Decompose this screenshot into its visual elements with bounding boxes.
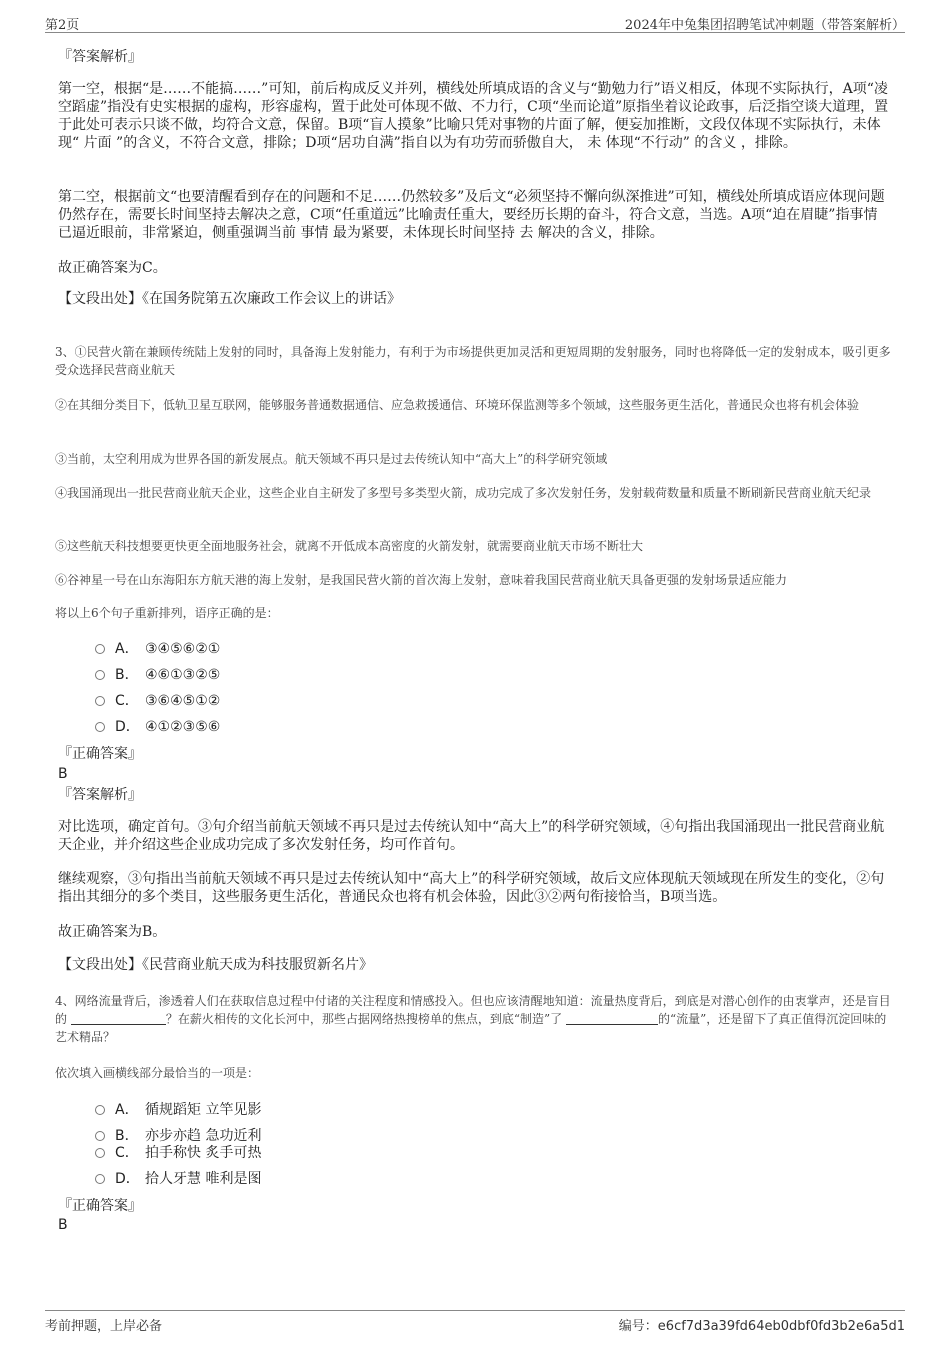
q3-source-citation: 【文段出处】《民营商业航天成为科技服贸新名片》	[58, 957, 373, 973]
analysis-label: 『答案解析』	[58, 49, 142, 65]
q3-option-b[interactable]: B． ④⑥①③②⑤	[95, 666, 220, 684]
q3-answer: B	[58, 766, 68, 782]
q3-conclusion: 故正确答案为B。	[58, 924, 167, 940]
document-title: 2024年中兔集团招聘笔试冲刺题（带答案解析）	[624, 18, 905, 33]
q3-sentence-1: 3、①民营火箭在兼顾传统陆上发射的同时，具备海上发射能力，有利于为市场提供更加灵活和更短周期的发射服务，同时也将降低一定的发射成本，吸引更多受众选择民营商业航天	[55, 345, 891, 377]
source-citation: 【文段出处】《在国务院第五次廉政工作会议上的讲话》	[58, 291, 401, 307]
q4-stem: 4、网络流量背后，渗透着人们在获取信息过程中付诸的关注程度和情感投入。但也应该清醒地知道：流量热度背后，到底是对潜心创作的由衷掌声，还是盲目的 ？在薪火相传的文化长河中，那些占据网络热搜榜单的焦点，到底“制造”了 的“流量”，还是留下了真正值得沉淀回味的艺术精品？	[55, 994, 891, 1044]
q3-sentence-2: ②在其细分类目下，低轨卫星互联网，能够服务普通数据通信、应急救援通信、环境环保监测等多个领域，这些服务更生活化，普通民众也将有机会体验	[55, 398, 860, 412]
radio-icon[interactable]	[95, 644, 105, 654]
q3-prompt: 将以上6个句子重新排列，语序正确的是：	[55, 606, 279, 620]
q3-sentence-4: ④我国涌现出一批民营商业航天企业，这些企业自主研发了多型号多类型火箭，成功完成了多次发射任务，发射载荷数量和质量不断刷新民营商业航天纪录	[55, 486, 872, 500]
q3-sentence-5: ⑤这些航天科技想要更快更全面地服务社会，就离不开低成本高密度的火箭发射，就需要商业航天市场不断壮大	[55, 539, 644, 553]
q4-option-a[interactable]: A． 循规蹈矩 立竿见影	[95, 1101, 261, 1119]
q3-option-c[interactable]: C． ③⑥④⑤①②	[95, 692, 220, 710]
q4-answer: B	[58, 1217, 68, 1233]
page-number: 第2页	[45, 18, 80, 33]
answer-blank-1	[71, 1012, 166, 1025]
q3-sentence-6: ⑥谷神星一号在山东海阳东方航天港的海上发射，是我国民营火箭的首次海上发射，意味着我国民营商业航天具备更强的发射场景适应能力	[55, 573, 788, 587]
q4-option-c[interactable]: C． 拍手称快 炙手可热	[95, 1144, 261, 1162]
q3-answer-label: 『正确答案』	[58, 746, 142, 762]
page-footer	[45, 1310, 905, 1335]
q4-prompt: 依次填入画横线部分最恰当的一项是：	[55, 1066, 260, 1080]
q4-answer-label: 『正确答案』	[58, 1198, 142, 1214]
q3-analysis-label: 『答案解析』	[58, 787, 142, 803]
q4-option-d[interactable]: D． 拾人牙慧 唯利是图	[95, 1170, 261, 1188]
document-code: 编号：e6cf7d3a39fd64eb0dbf0fd3b2e6a5d1	[618, 1319, 905, 1334]
page-header	[45, 12, 905, 33]
radio-icon[interactable]	[95, 670, 105, 680]
radio-icon[interactable]	[95, 1174, 105, 1184]
q3-analysis-1: 对比选项，确定首句。③句介绍当前航天领域不再只是过去传统认知中“高大上”的科学研究领域，④句指出我国涌现出一批民营商业航天企业，并介绍这些企业成功完成了多次发射任务，均可作首句。	[58, 819, 885, 853]
q4-option-b[interactable]: B． 亦步亦趋 急功近利	[95, 1127, 261, 1145]
radio-icon[interactable]	[95, 696, 105, 706]
answer-blank-2	[566, 1012, 658, 1025]
radio-icon[interactable]	[95, 722, 105, 732]
q3-sentence-3: ③当前，太空利用成为世界各国的新发展点。航天领域不再只是过去传统认知中“高大上”的科学研究领域	[55, 452, 608, 466]
analysis-paragraph-1: 第一空，根据“是……不能搞……”可知，前后构成反义并列，横线处所填成语的含义与“勤勉力行”语义相反，体现不实际执行，A项“凌空蹈虚”指没有史实根据的虚构，形容虚构，置于此处可体现不做、不力行，C项“坐而论道”原指坐着议论政事，后泛指空谈大道理，置于此处可表示只谈不做，均符合文意，保留。B项“盲人摸象”比喻只凭对事物的片面了解，便妄加推断，文段仅体现不实际执行，未体现“ 片面 ”的含义，不符合文意，排除；D项“居功自满”指自以为有功劳而骄傲自大， 未 体现“不行动” 的含义 ，排除。	[58, 81, 889, 151]
radio-icon[interactable]	[95, 1131, 105, 1141]
analysis-conclusion: 故正确答案为C。	[58, 260, 167, 276]
q3-option-a[interactable]: A． ③④⑤⑥②①	[95, 640, 220, 658]
q3-option-d[interactable]: D． ④①②③⑤⑥	[95, 718, 220, 736]
analysis-paragraph-2: 第二空，根据前文“也要清醒看到存在的问题和不足……仍然较多”及后文“必须坚持不懈向纵深推进”可知，横线处所填成语应体现问题仍然存在，需要长时间坚持去解决之意，C项“任重道远”比喻责任重大，要经历长期的奋斗，符合文意，当选。A项“迫在眉睫”指事情已逼近眼前，非常紧迫，侧重强调当前 事情 最为紧要，未体现长时间坚持 去 解决的含义，排除。	[58, 189, 885, 241]
q3-analysis-2: 继续观察，③句指出当前航天领域不再只是过去传统认知中“高大上”的科学研究领域，故后文应体现航天领域现在所发生的变化，②句指出其细分的多个类目，这些服务更生活化，普通民众也将有机会体验，因此③②两句衔接恰当，B项当选。	[58, 871, 885, 905]
footer-slogan: 考前押题，上岸必备	[45, 1319, 163, 1334]
radio-icon[interactable]	[95, 1105, 105, 1115]
radio-icon[interactable]	[95, 1148, 105, 1158]
